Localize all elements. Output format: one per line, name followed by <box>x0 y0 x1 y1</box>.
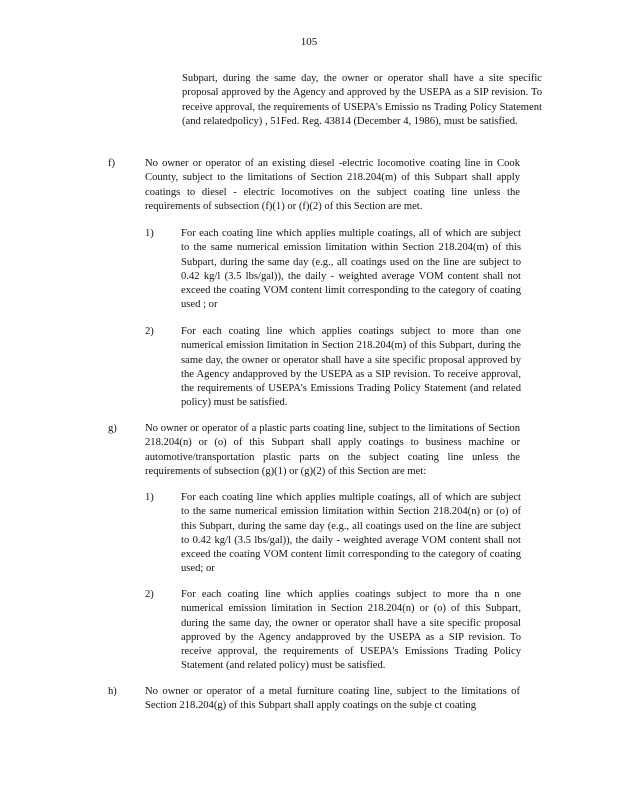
section-g-item-2-text: For each coating line which applies coatings subject to more tha n one numerical emission limitation in Section 218.204(n) or (o) of this Subpart, during the same day, the owner or operator shall have a site specific proposal approved by the Agency andapproved by the USEPA as a SIP revision. To receive approval, the requirements of USEPA's Emissions Trading Policy Statement (and related policy) must be satisfied. <box>181 589 521 672</box>
section-g-item-2-label: 2) <box>145 589 154 600</box>
continuation-paragraph: Subpart, during the same day, the owner or operator shall have a site specific proposal approved by the Agency and approved by the USEPA as a SIP revision. To receive approval, the requirements of USEPA's Emissio ns Trading Policy Statement (and relatedpolicy) , 51Fed. Reg. 43814 (December 4, 1986), must be satisfied. <box>182 73 542 127</box>
section-g-label: g) <box>108 423 117 434</box>
section-f-item-1-label: 1) <box>145 228 154 239</box>
section-f-label: f) <box>108 158 116 169</box>
section-f-item-2-label: 2) <box>145 326 154 337</box>
section-g-item-1-text: For each coating line which applies multiple coatings, all of which are subject to the same numerical emission limitation within Section 218.204(n) or (o) of this Subpart, during the same day (e.g., all coatings used on the line are subject to 0.42 kg/l (3.5 lbs/gal)), the daily - weighted average VOM content shall not exceed the coating VOM content limit corresponding to the category of coating used; or <box>181 492 521 575</box>
page-number: 105 <box>300 36 318 48</box>
section-f-item-2-text: For each coating line which applies coatings subject to more than one numerical emission limitation in Section 218.204(m) of this Subpart, during the same day, the owner or operator shall have a site specific proposal approved by the Agency andapproved by the USEPA as a SIP revision. To receive approval, the requirements of USEPA's Emissions Trading Policy Statement (and related policy) must be satisfied. <box>181 326 521 409</box>
section-g-text: No owner or operator of a plastic parts coating line, subject to the limitations of Section 218.204(n) or (o) of this Subpart shall apply coatings to business machine or automotive/transportation plastic parts on the subject coating line unless the requirements of subsection (g)(1) or (g)(2) of this Section are met: <box>145 423 520 477</box>
section-f-text: No owner or operator of an existing diesel -electric locomotive coating line in Cook County, subject to the limitations of Section 218.204(m) of this Subpart shall apply coatings to diesel - electric locomotives on the subject coating line unless the requirements of subsection (f)(1) or (f)(2) of this Section are met. <box>145 158 520 212</box>
section-g-item-1-label: 1) <box>145 492 154 503</box>
section-h-label: h) <box>108 686 117 697</box>
section-f-item-1-text: For each coating line which applies multiple coatings, all of which are subject to the same numerical emission limitation within Section 218.204(m) of this Subpart, during the same day (e.g., all coatings used on the line are subject to 0.42 kg/l (3.5 lbs/gal)), the daily - weighted average VOM content shall not exceed the coating VOM content limit corresponding to the category of coating used ; or <box>181 228 521 311</box>
section-h-text: No owner or operator of a metal furniture coating line, subject to the limitations of Section 218.204(g) of this Subpart shall apply coatings on the subje ct coating <box>145 686 520 712</box>
